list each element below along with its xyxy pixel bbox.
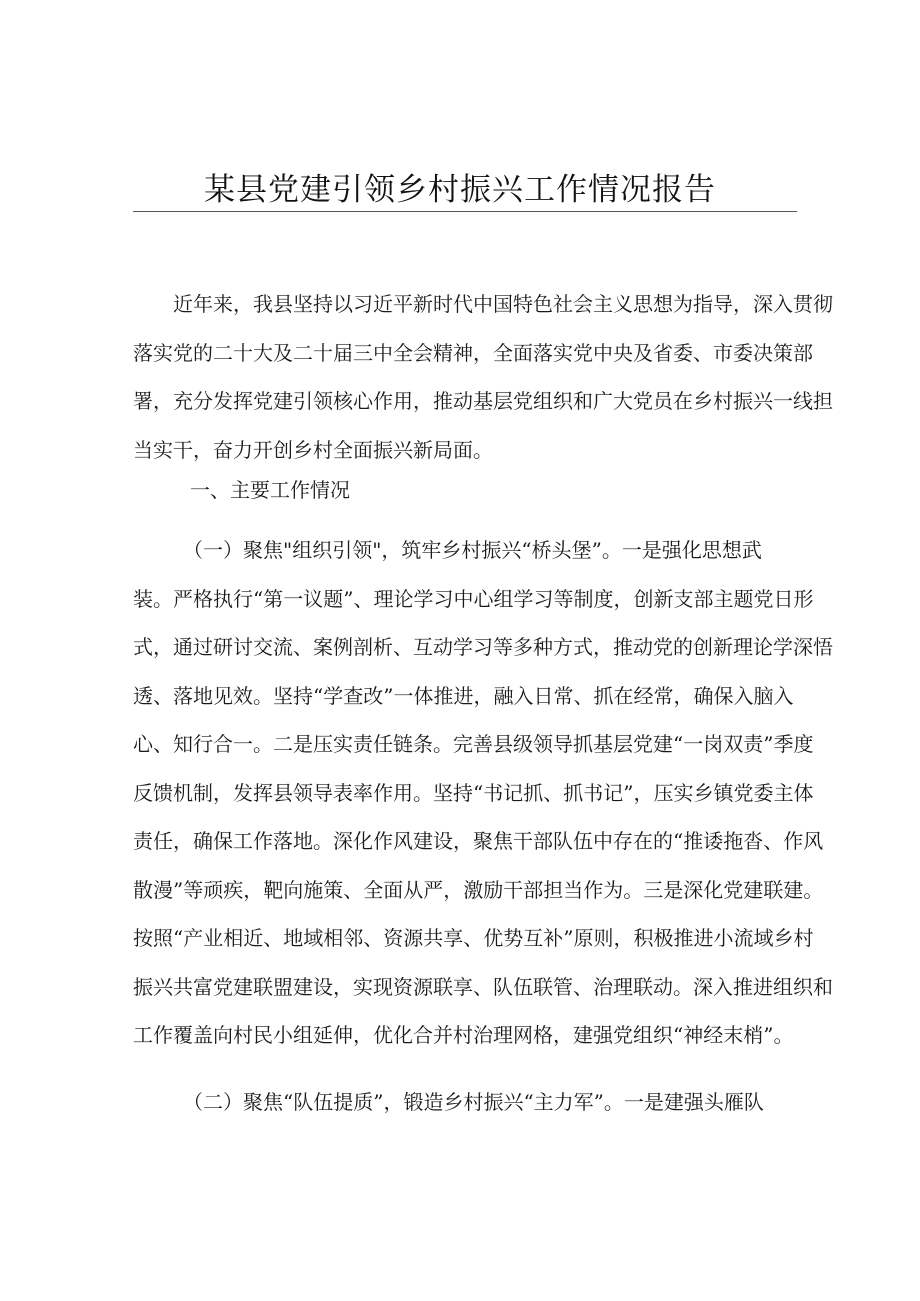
paragraph-line: 反馈机制，发挥县领导表率作用。坚持“书记抓、抓书记”，压实乡镇党委主体 bbox=[133, 780, 814, 805]
paragraph-line: 心、知行合一。二是压实责任链条。完善县级领导抓基层党建“一岗双责”季度 bbox=[133, 732, 814, 756]
title-underline bbox=[133, 211, 797, 212]
section-heading: 一、主要工作情况 bbox=[190, 478, 350, 502]
paragraph-line: 落实党的二十大及二十届三中全会精神，全面落实党中央及省委、市委决策部 bbox=[133, 340, 813, 365]
section1-paragraph bbox=[133, 526, 833, 1060]
paragraph-line: 近年来，我县坚持以习近平新时代中国特色社会主义思想为指导，深入贯彻 bbox=[133, 292, 833, 316]
paragraph-line: 式，通过研讨交流、案例剖析、互动学习等多种方式，推动党的创新理论学深悟 bbox=[133, 635, 833, 659]
document-title: 某县党建引领乡村振兴工作情况报告 bbox=[204, 172, 716, 208]
paragraph-line: 散漫”等顽疾，靶向施策、全面从严，激励干部担当作为。三是深化党建联建。 bbox=[133, 877, 824, 902]
paragraph-line: 工作覆盖向村民小组延伸，优化合并村治理网格，建强党组织“神经末梢”。 bbox=[133, 1023, 794, 1047]
paragraph-line: 振兴共富党建联盟建设，实现资源联享、队伍联管、治理联动。深入推进组织和 bbox=[133, 974, 833, 999]
paragraph-line: 透、落地见效。坚持“学查改”一体推进，融入日常、抓在经常，确保入脑入 bbox=[133, 683, 794, 708]
section2-paragraph bbox=[133, 1078, 787, 1127]
paragraph-line: 当实干，奋力开创乡村全面振兴新局面。 bbox=[133, 437, 493, 462]
paragraph-line: 按照“产业相近、地域相邻、资源共享、优势互补”原则，积极推进小流域乡村 bbox=[133, 926, 814, 950]
paragraph-line: （二）聚焦“队伍提质”，锻造乡村振兴“主力军”。一是建强头雁队 bbox=[133, 1090, 764, 1114]
intro-paragraph bbox=[133, 280, 833, 474]
paragraph-line: 责任，确保工作落地。深化作风建设，聚焦干部队伍中存在的“推诿拖沓、作风 bbox=[133, 829, 824, 853]
paragraph-line: 装。严格执行“第一议题”、理论学习中心组学习等制度，创新支部主题党日形 bbox=[133, 586, 814, 611]
paragraph-line: （一）聚焦"组织引领"，筑牢乡村振兴“桥头堡”。一是强化思想武 bbox=[133, 538, 762, 562]
paragraph-line: 署，充分发挥党建引领核心作用，推动基层党组织和广大党员在乡村振兴一线担 bbox=[133, 389, 833, 413]
